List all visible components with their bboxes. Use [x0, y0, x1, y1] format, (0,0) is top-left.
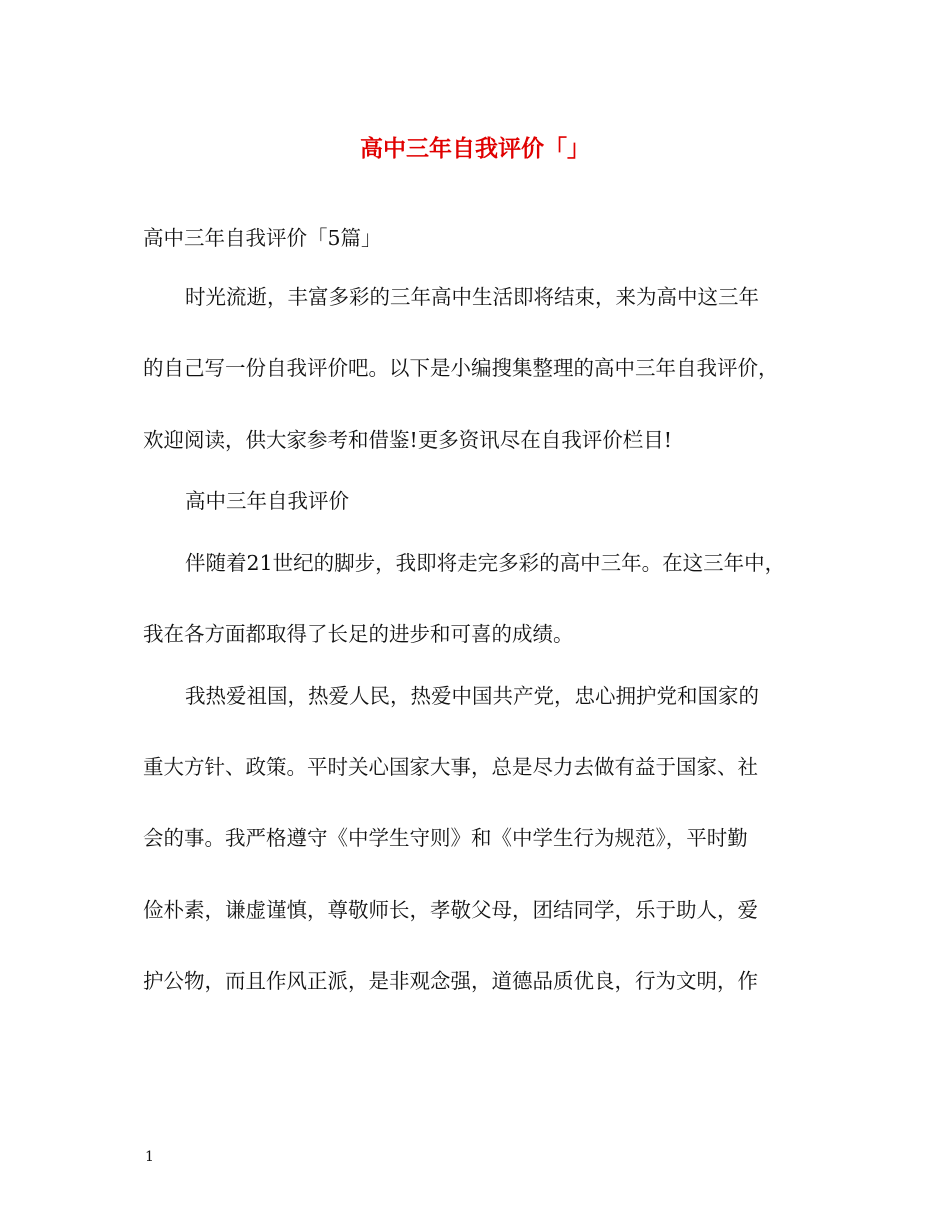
paragraph-line: 的自己写一份自我评价吧。以下是小编搜集整理的高中三年自我评价， [143, 356, 779, 380]
paragraph-line: 我在各方面都取得了长足的进步和可喜的成绩。 [143, 622, 574, 646]
paragraph-line: 会的事。我严格遵守《中学生守则》和《中学生行为规范》，平时勤 [143, 826, 748, 850]
paragraph-line: 时光流逝，丰富多彩的三年高中生活即将结束，来为高中这三年 [185, 285, 759, 309]
paragraph-line: 我热爱祖国，热爱人民，热爱中国共产党，忠心拥护党和国家的 [185, 684, 759, 708]
paragraph-line: 伴随着21世纪的脚步，我即将走完多彩的高中三年。在这三年中， [185, 551, 786, 575]
subtitle-line: 高中三年自我评价「5篇」 [143, 226, 382, 250]
paragraph-line: 欢迎阅读，供大家参考和借鉴!更多资讯尽在自我评价栏目! [143, 428, 672, 452]
paragraph-line: 俭朴素，谦虚谨慎，尊敬师长，孝敬父母，团结同学，乐于助人，爱 [143, 898, 758, 922]
document-title: 高中三年自我评价「」 [360, 135, 590, 162]
page-number: 1 [145, 1149, 154, 1165]
section-heading: 高中三年自我评价 [185, 489, 349, 513]
paragraph-line: 护公物，而且作风正派，是非观念强，道德品质优良，行为文明，作 [143, 969, 758, 993]
paragraph-line: 重大方针、政策。平时关心国家大事，总是尽力去做有益于国家、社 [143, 755, 758, 779]
